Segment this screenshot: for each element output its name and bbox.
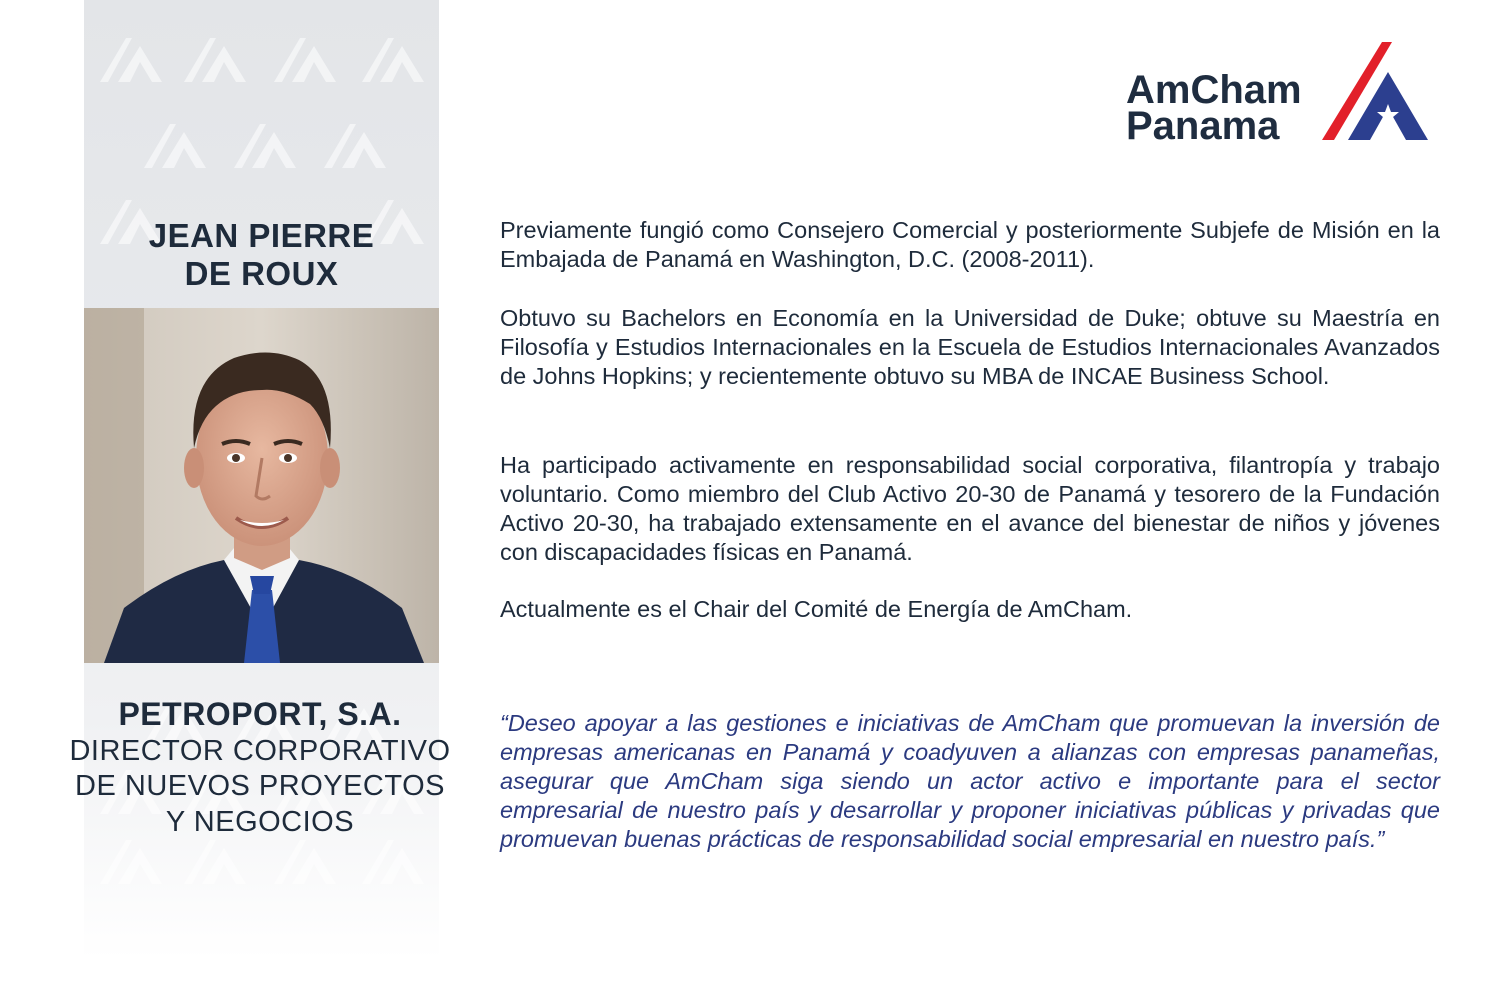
logo-text-panama: Panama [1126, 104, 1280, 148]
bio-paragraph-4: Actualmente es el Chair del Comité de Energía de AmCham. [500, 596, 1133, 622]
portrait-photo [84, 308, 439, 663]
person-name-line1: JEAN PIERRE [148, 217, 375, 254]
person-name-line2: DE ROUX [184, 255, 339, 292]
bio-paragraph-2: Obtuvo su Bachelors en Economía en la Universidad de Duke; obtuve su Maestría en Filosofía y Estudios Internacionales en la Escuela de Estudios Internacionales Avanzados de Johns Hopkins; y recientemente obtuvo su MBA de INCAE Business School. [500, 305, 1440, 389]
job-title-line2: DE NUEVOS PROYECTOS [75, 770, 445, 802]
logo-text-amcham: AmCham [1126, 68, 1302, 112]
job-title-line1: DIRECTOR CORPORATIVO [69, 735, 451, 767]
bio-paragraph-1: Previamente fungió como Consejero Comercial y posteriormente Subjefe de Misión en la Embajada de Panamá en Washington, D.C. (2008-2011). [500, 217, 1440, 272]
amcham-flag-mark-icon [1322, 42, 1428, 140]
bio-paragraph-3: Ha participado activamente en responsabilidad social corporativa, filantropía y trabajo voluntario. Como miembro del Club Activo 20-30 de Panamá y tesorero de la Fundación Activo 20-30, ha trabajado extensamente en el avance del bienestar de niños y jóvenes con discapacidades físicas en Panamá. [500, 452, 1440, 565]
company-name: PETROPORT, S.A. [118, 696, 402, 732]
quote-text: “Deseo apoyar a las gestiones e iniciativas de AmCham que promuevan la inversión de empresas americanas en Panamá y coadyuven a alianzas con empresas panameñas, asegurar que AmCham siga siendo un actor activo e importante para el sector empresarial de nuestro país y desarrollar y proponer iniciativas públicas y privadas que promuevan buenas prácticas de responsabilidad social empresarial en nuestro país.” [500, 710, 1440, 852]
job-title-line3: Y NEGOCIOS [165, 806, 355, 838]
